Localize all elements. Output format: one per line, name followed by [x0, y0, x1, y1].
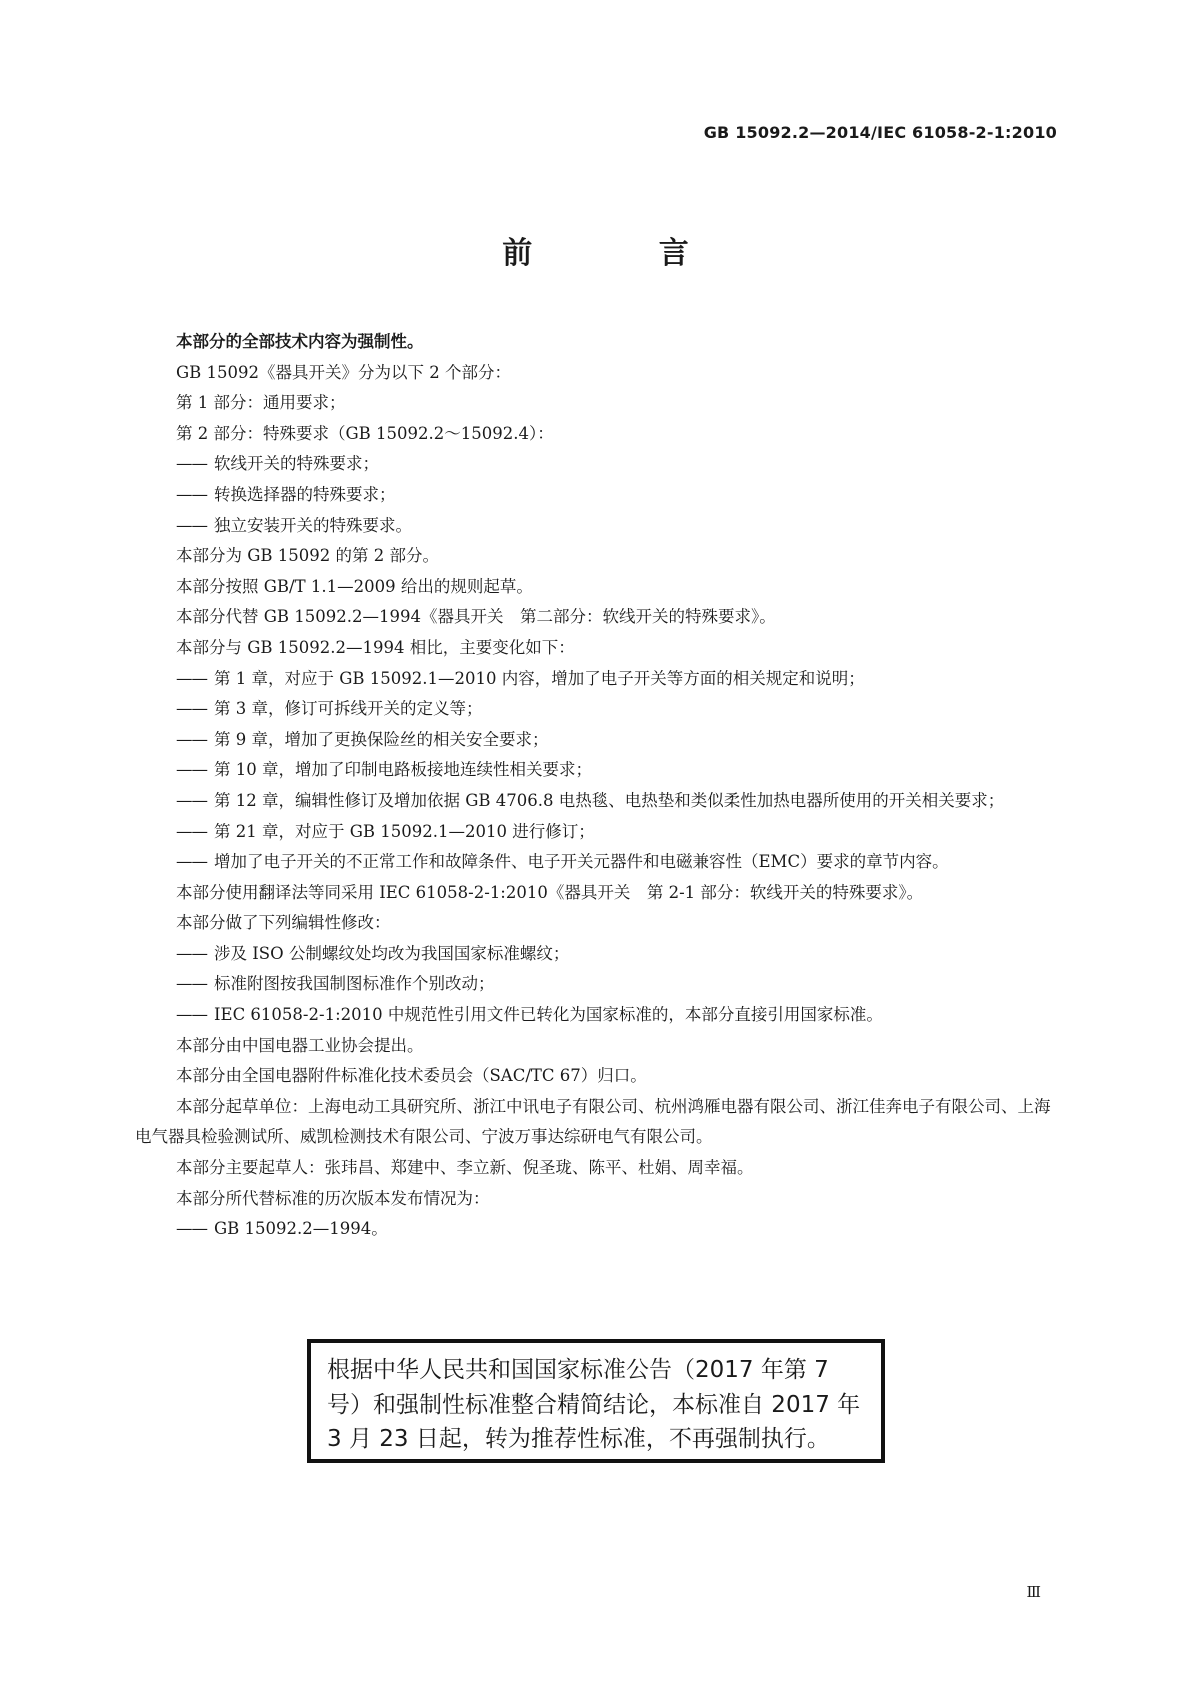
list-item: —— 第 3 章，修订可拆线开关的定义等； [135, 694, 1059, 725]
list-item: —— 涉及 ISO 公制螺纹处均改为我国国家标准螺纹； [135, 939, 1059, 970]
list-item: —— 独立安装开关的特殊要求。 [135, 511, 1059, 542]
paragraph: 本部分使用翻译法等同采用 IEC 61058-2-1:2010《器具开关 第 2-1 部分：软线开关的特殊要求》。 [176, 882, 924, 902]
dash-marker: —— [176, 790, 207, 810]
paragraph: 本部分的全部技术内容为强制性。 [176, 332, 424, 351]
dash-marker: —— [176, 515, 207, 535]
dash-marker: —— [176, 668, 207, 688]
list-item: —— 增加了电子开关的不正常工作和故障条件、电子开关元器件和电磁兼容性（EMC）要求的章节内容。 [135, 847, 1059, 878]
paragraph: 第 2 部分：特殊要求（GB 15092.2～15092.4）： [176, 423, 554, 443]
dash-marker: —— [176, 1219, 207, 1239]
standard-code: GB 15092.2—2014/IEC 61058-2-1:2010 [703, 123, 1057, 142]
paragraph: 本部分由全国电器附件标准化技术委员会（SAC/TC 67）归口。 [176, 1066, 647, 1086]
list-item: —— 转换选择器的特殊要求； [135, 480, 1059, 511]
dash-marker: —— [176, 943, 207, 963]
paragraph: 本部分为 GB 15092 的第 2 部分。 [176, 546, 440, 566]
dash-marker: —— [176, 729, 207, 749]
list-item: —— IEC 61058-2-1:2010 中规范性引用文件已转化为国家标准的，本部分直接引用国家标准。 [135, 1000, 1059, 1031]
list-item: —— 软线开关的特殊要求； [135, 449, 1059, 480]
page-title: 前 言 [502, 236, 747, 271]
dash-marker: —— [176, 699, 207, 719]
paragraph: 本部分起草单位：上海电动工具研究所、浙江中讯电子有限公司、杭州鸿雁电器有限公司、浙江佳奔电子有限公司、上海电气器具检验测试所、威凯检测技术有限公司、宁波万事达综研电气有限公司。 [135, 1096, 1051, 1147]
dash-marker: —— [176, 974, 207, 994]
list-item: —— 标准附图按我国制图标准作个别改动； [135, 969, 1059, 1000]
page-number: Ⅲ [1026, 1583, 1041, 1601]
paragraph: 本部分代替 GB 15092.2—1994《器具开关 第二部分：软线开关的特殊要求》。 [176, 607, 776, 627]
list-item: —— 第 12 章，编辑性修订及增加依据 GB 4706.8 电热毯、电热垫和类似柔性加热电器所使用的开关相关要求； [135, 786, 1059, 817]
paragraph: 本部分与 GB 15092.2—1994 相比，主要变化如下： [176, 637, 575, 657]
list-item: —— GB 15092.2—1994。 [135, 1214, 1059, 1245]
paragraph: 本部分主要起草人：张玮昌、郑建中、李立新、倪圣珑、陈平、杜娟、周幸福。 [176, 1158, 754, 1178]
dash-marker: —— [176, 454, 207, 474]
dash-marker: —— [176, 1005, 207, 1025]
list-item: —— 第 10 章，增加了印制电路板接地连续性相关要求； [135, 755, 1059, 786]
paragraph: 本部分做了下列编辑性修改： [176, 913, 391, 933]
list-item: —— 第 9 章，增加了更换保险丝的相关安全要求； [135, 725, 1059, 756]
dash-marker: —— [176, 484, 207, 504]
foreword-body [135, 327, 1059, 1245]
paragraph: 本部分由中国电器工业协会提出。 [176, 1035, 424, 1055]
dash-marker: —— [176, 852, 207, 872]
notice-text: 根据中华人民共和国国家标准公告（2017 年第 7 号）和强制性标准整合精简结论，本标准自 2017 年 3 月 23 日起，转为推荐性标准，不再强制执行。 [327, 1357, 861, 1452]
paragraph: 第 1 部分：通用要求； [176, 393, 346, 413]
paragraph: 本部分所代替标准的历次版本发布情况为： [176, 1188, 490, 1208]
list-item: —— 第 1 章，对应于 GB 15092.1—2010 内容，增加了电子开关等方面的相关规定和说明； [135, 664, 1059, 695]
paragraph: 本部分按照 GB/T 1.1—2009 给出的规则起草。 [176, 576, 533, 596]
dash-marker: —— [176, 821, 207, 841]
list-item: —— 第 21 章，对应于 GB 15092.1—2010 进行修订； [135, 817, 1059, 848]
paragraph: GB 15092《器具开关》分为以下 2 个部分： [176, 362, 512, 382]
dash-marker: —— [176, 760, 207, 780]
notice-box [307, 1339, 885, 1463]
